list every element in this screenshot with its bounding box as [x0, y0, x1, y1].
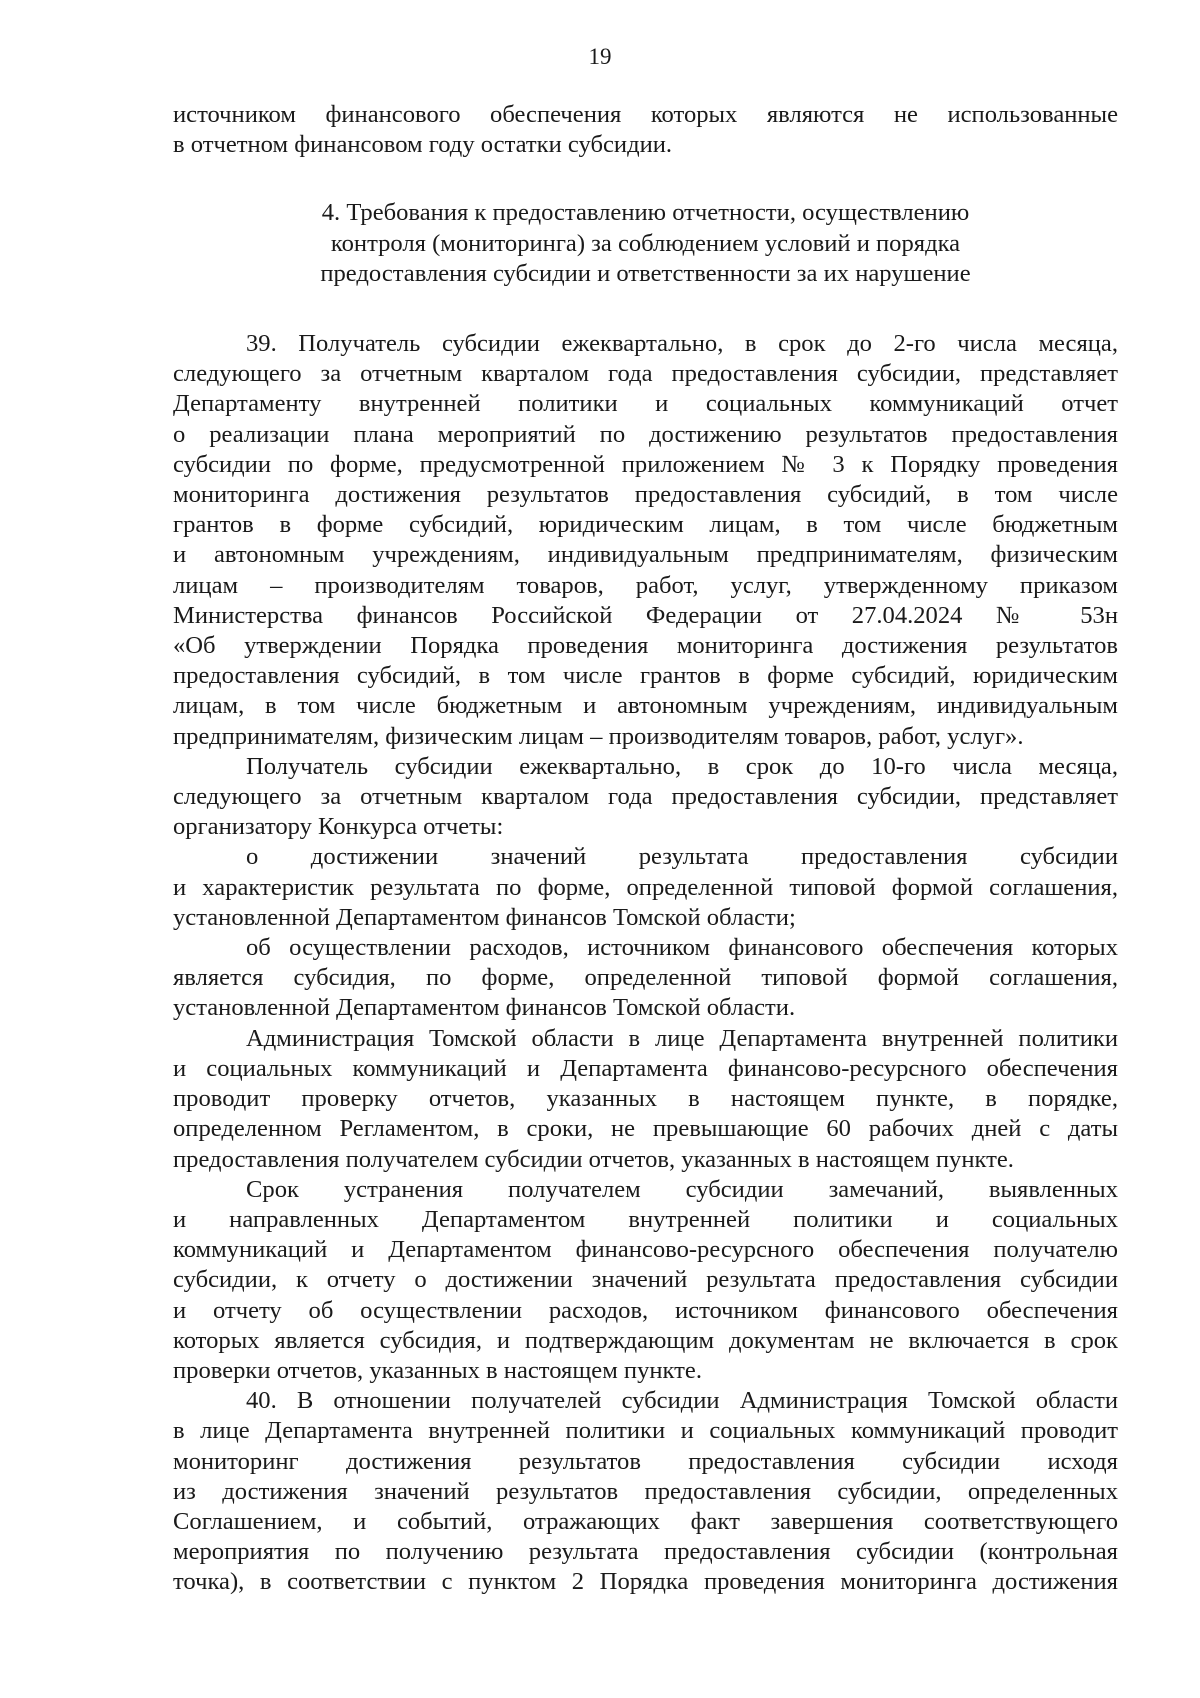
page-number: 19 — [588, 44, 612, 69]
text-line: Департаменту внутренней политики и социальных коммуникаций отчет — [173, 390, 1118, 418]
text-line: Министерства финансов Российской Федерации от 27.04.2024 № 53н — [173, 601, 1118, 629]
text-line: определенном Регламентом, в сроки, не превышающие 60 рабочих дней с даты — [173, 1115, 1118, 1143]
text-line: и отчету об осуществлении расходов, источником финансового обеспечения — [173, 1296, 1118, 1324]
text-line: лицам – производителям товаров, работ, услуг, утвержденному приказом — [173, 571, 1118, 599]
text-line: коммуникаций и Департаментом финансово-ресурсного обеспечения получателю — [173, 1236, 1118, 1264]
heading-line: контроля (мониторинга) за соблюдением условий и порядка — [330, 229, 961, 257]
text-line: и направленных Департаментом внутренней политики и социальных — [173, 1205, 1118, 1233]
heading-line: предоставления субсидии и ответственности за их нарушение — [320, 259, 971, 287]
text-line: «Об утверждении Порядка проведения мониторинга достижения результатов — [173, 632, 1118, 660]
paragraph-recipient-reports — [173, 752, 1118, 843]
text-line: мониторинга достижения результатов предоставления субсидий, в том числе — [173, 481, 1118, 509]
paragraph-expenses — [173, 933, 1118, 1024]
text-line: точка), в соответствии с пунктом 2 Порядка проведения мониторинга достижения — [173, 1568, 1118, 1596]
text-line: об осуществлении расходов, источником финансового обеспечения которых — [246, 934, 1118, 962]
text-line: субсидии, к отчету о достижении значений результата предоставления субсидии — [173, 1266, 1118, 1294]
text-line: в лице Департамента внутренней политики и социальных коммуникаций проводит — [173, 1417, 1118, 1445]
text-line: предоставления получателем субсидии отчетов, указанных в настоящем пункте. — [173, 1145, 1014, 1173]
paragraph-result-values — [173, 842, 1118, 933]
text-line: Срок устранения получателем субсидии замечаний, выявленных — [246, 1175, 1118, 1203]
text-line: мероприятия по получению результата предоставления субсидии (контрольная — [173, 1538, 1118, 1566]
text-line: из достижения значений результатов предоставления субсидии, определенных — [173, 1477, 1118, 1505]
text-line: установленной Департаментом финансов Томской области. — [173, 994, 796, 1022]
text-line: организатору Конкурса отчеты: — [173, 813, 504, 841]
text-line: Администрация Томской области в лице Департамента внутренней политики — [246, 1024, 1118, 1052]
text-line: в отчетном финансовом году остатки субсидии. — [173, 131, 673, 159]
text-line: о достижении значений результата предоставления субсидии — [246, 843, 1118, 871]
text-line: 39. Получатель субсидии ежеквартально, в срок до 2-го числа месяца, — [246, 330, 1118, 358]
text-line: проверки отчетов, указанных в настоящем пункте. — [173, 1356, 702, 1384]
text-line: и автономным учреждениям, индивидуальным предпринимателям, физическим — [173, 541, 1118, 569]
text-line: субсидии по форме, предусмотренной приложением № 3 к Порядку проведения — [173, 450, 1118, 478]
text-line: которых является субсидия, и подтверждающим документам не включается в срок — [173, 1326, 1118, 1354]
intro-paragraph — [173, 100, 1118, 160]
text-line: лицам, в том числе бюджетным и автономным учреждениям, индивидуальным — [173, 692, 1118, 720]
heading-line: 4. Требования к предоставлению отчетности, осуществлению — [321, 199, 970, 227]
text-line: предпринимателям, физическим лицам – производителям товаров, работ, услуг». — [173, 722, 1024, 750]
text-line: и характеристик результата по форме, определенной типовой формой соглашения, — [173, 873, 1118, 901]
paragraph-administration-check — [173, 1024, 1118, 1175]
document-body — [173, 100, 1118, 1598]
text-line: мониторинг достижения результатов предоставления субсидии исходя — [173, 1447, 1118, 1475]
paragraph-40 — [173, 1386, 1118, 1597]
text-line: является субсидия, по форме, определенной типовой формой соглашения, — [173, 964, 1118, 992]
text-line: проводит проверку отчетов, указанных в настоящем пункте, в порядке, — [173, 1085, 1118, 1113]
text-line: и социальных коммуникаций и Департамента финансово-ресурсного обеспечения — [173, 1054, 1118, 1082]
text-line: 40. В отношении получателей субсидии Администрация Томской области — [246, 1387, 1118, 1415]
paragraph-correction-term — [173, 1175, 1118, 1386]
text-line: следующего за отчетным кварталом года предоставления субсидии, представляет — [173, 783, 1118, 811]
text-line: Соглашением, и событий, отражающих факт завершения соответствующего — [173, 1507, 1118, 1535]
text-line: источником финансового обеспечения которых являются не использованные — [173, 101, 1118, 128]
text-line: установленной Департаментом финансов Томской области; — [173, 903, 796, 931]
section-heading — [173, 198, 1118, 289]
text-line: предоставления субсидий, в том числе грантов в форме субсидий, юридическим — [173, 662, 1118, 690]
text-line: о реализации плана мероприятий по достижению результатов предоставления — [173, 420, 1118, 448]
text-line: Получатель субсидии ежеквартально, в срок до 10-го числа месяца, — [246, 752, 1118, 780]
paragraph-39 — [173, 329, 1118, 752]
text-line: грантов в форме субсидий, юридическим лицам, в том числе бюджетным — [173, 511, 1118, 539]
text-line: следующего за отчетным кварталом года предоставления субсидии, представляет — [173, 360, 1118, 388]
